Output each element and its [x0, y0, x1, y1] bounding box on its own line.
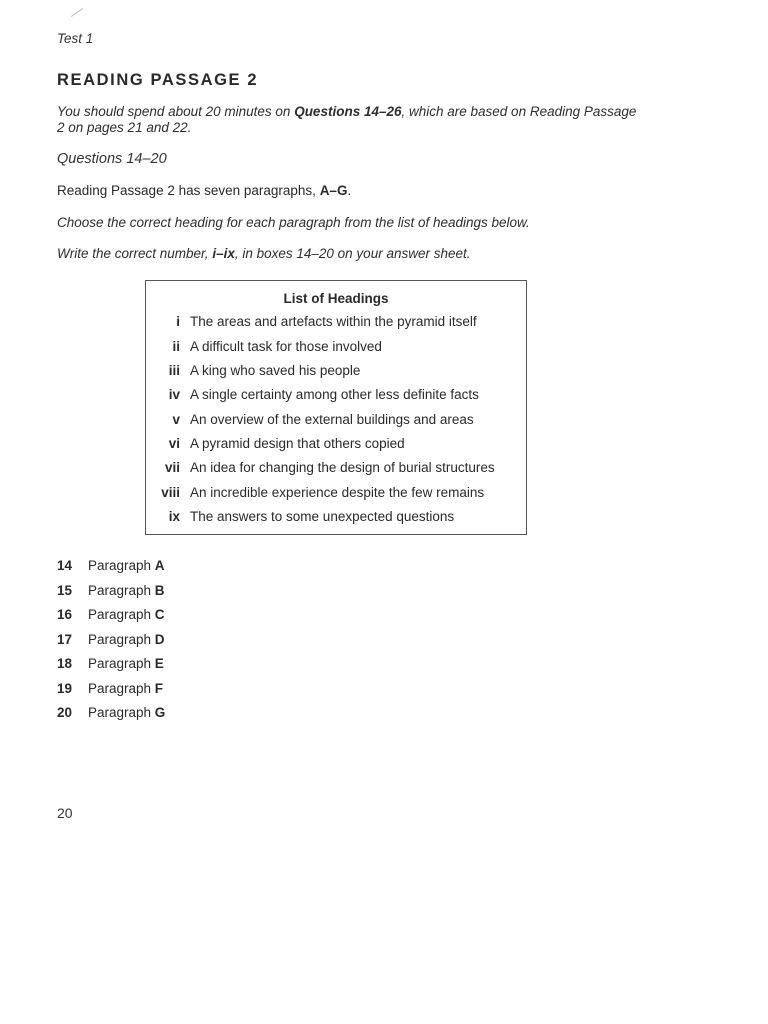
heading-text: An idea for changing the design of burial structures [190, 460, 495, 475]
question-number: 14 [57, 558, 73, 573]
paragraph-letter: F [154, 680, 164, 696]
heading-text: A pyramid design that others copied [190, 436, 405, 451]
intro-questions-range: Questions 14–26 [294, 104, 402, 119]
questions-range-label: Questions 14–20 [57, 151, 167, 167]
heading-number: vii [164, 460, 180, 475]
question-label: Paragraph E [88, 656, 164, 671]
heading-number: ix [168, 509, 180, 524]
question-number: 18 [57, 656, 73, 671]
question-number: 20 [57, 705, 73, 720]
heading-number: i [176, 314, 180, 329]
paragraph-letter: G [154, 705, 166, 720]
heading-number: iv [168, 387, 180, 402]
running-head: Test 1 [57, 31, 94, 46]
paragraph-count-range: A–G [319, 183, 348, 198]
question-label: Paragraph A [88, 558, 165, 573]
paragraph-letter: C [154, 607, 165, 622]
section-intro [57, 104, 647, 136]
heading-number: iii [168, 363, 180, 378]
paragraph-count-text: Reading Passage 2 has seven paragraphs, [57, 183, 320, 198]
heading-text: An incredible experience despite the few remains [190, 484, 485, 500]
instruction-write-end: , in boxes 14–20 on your answer sheet. [234, 246, 471, 261]
question-number: 17 [57, 631, 73, 647]
heading-number: vi [168, 436, 180, 451]
heading-text: An overview of the external buildings and areas [190, 411, 474, 427]
heading-text: The areas and artefacts within the pyramid itself [190, 314, 477, 329]
page-number: 20 [57, 805, 73, 821]
heading-text: A king who saved his people [190, 363, 361, 378]
section-title: READING PASSAGE 2 [57, 71, 259, 89]
intro-text-start: You should spend about 20 minutes on [57, 104, 295, 119]
pen-mark [71, 8, 83, 17]
question-number: 19 [57, 680, 73, 696]
question-number: 15 [57, 582, 73, 598]
paragraph-letter: B [154, 582, 165, 598]
heading-text: A single certainty among other less definite facts [190, 387, 479, 402]
instruction-choose: Choose the correct heading for each paragraph from the list of headings below. [57, 215, 530, 230]
question-number: 16 [57, 607, 73, 622]
instruction-write [57, 246, 471, 261]
instruction-write-start: Write the correct number, [57, 246, 213, 261]
list-of-headings-title: List of Headings [283, 291, 389, 306]
heading-number: ii [172, 338, 180, 354]
heading-text: The answers to some unexpected questions [190, 509, 455, 524]
paragraph-letter: D [154, 631, 165, 647]
paragraph-letter: E [154, 656, 164, 671]
heading-text: A difficult task for those involved [190, 338, 382, 354]
question-label: Paragraph D [88, 631, 165, 647]
intro-text-end: , which are based on Reading Passage 2 on pages 21 and 22. [57, 104, 637, 135]
question-label: Paragraph F [88, 680, 164, 696]
paragraph-letter: A [154, 558, 165, 573]
heading-number: viii [161, 484, 180, 500]
question-label: Paragraph C [88, 607, 165, 622]
heading-number: v [172, 411, 180, 427]
instruction-write-range: i–ix [212, 246, 235, 261]
list-of-headings-box [145, 280, 527, 535]
question-label: Paragraph B [88, 582, 165, 598]
question-label: Paragraph G [88, 705, 166, 720]
paragraph-count-end: . [347, 183, 352, 198]
paragraph-count-line [57, 183, 351, 198]
